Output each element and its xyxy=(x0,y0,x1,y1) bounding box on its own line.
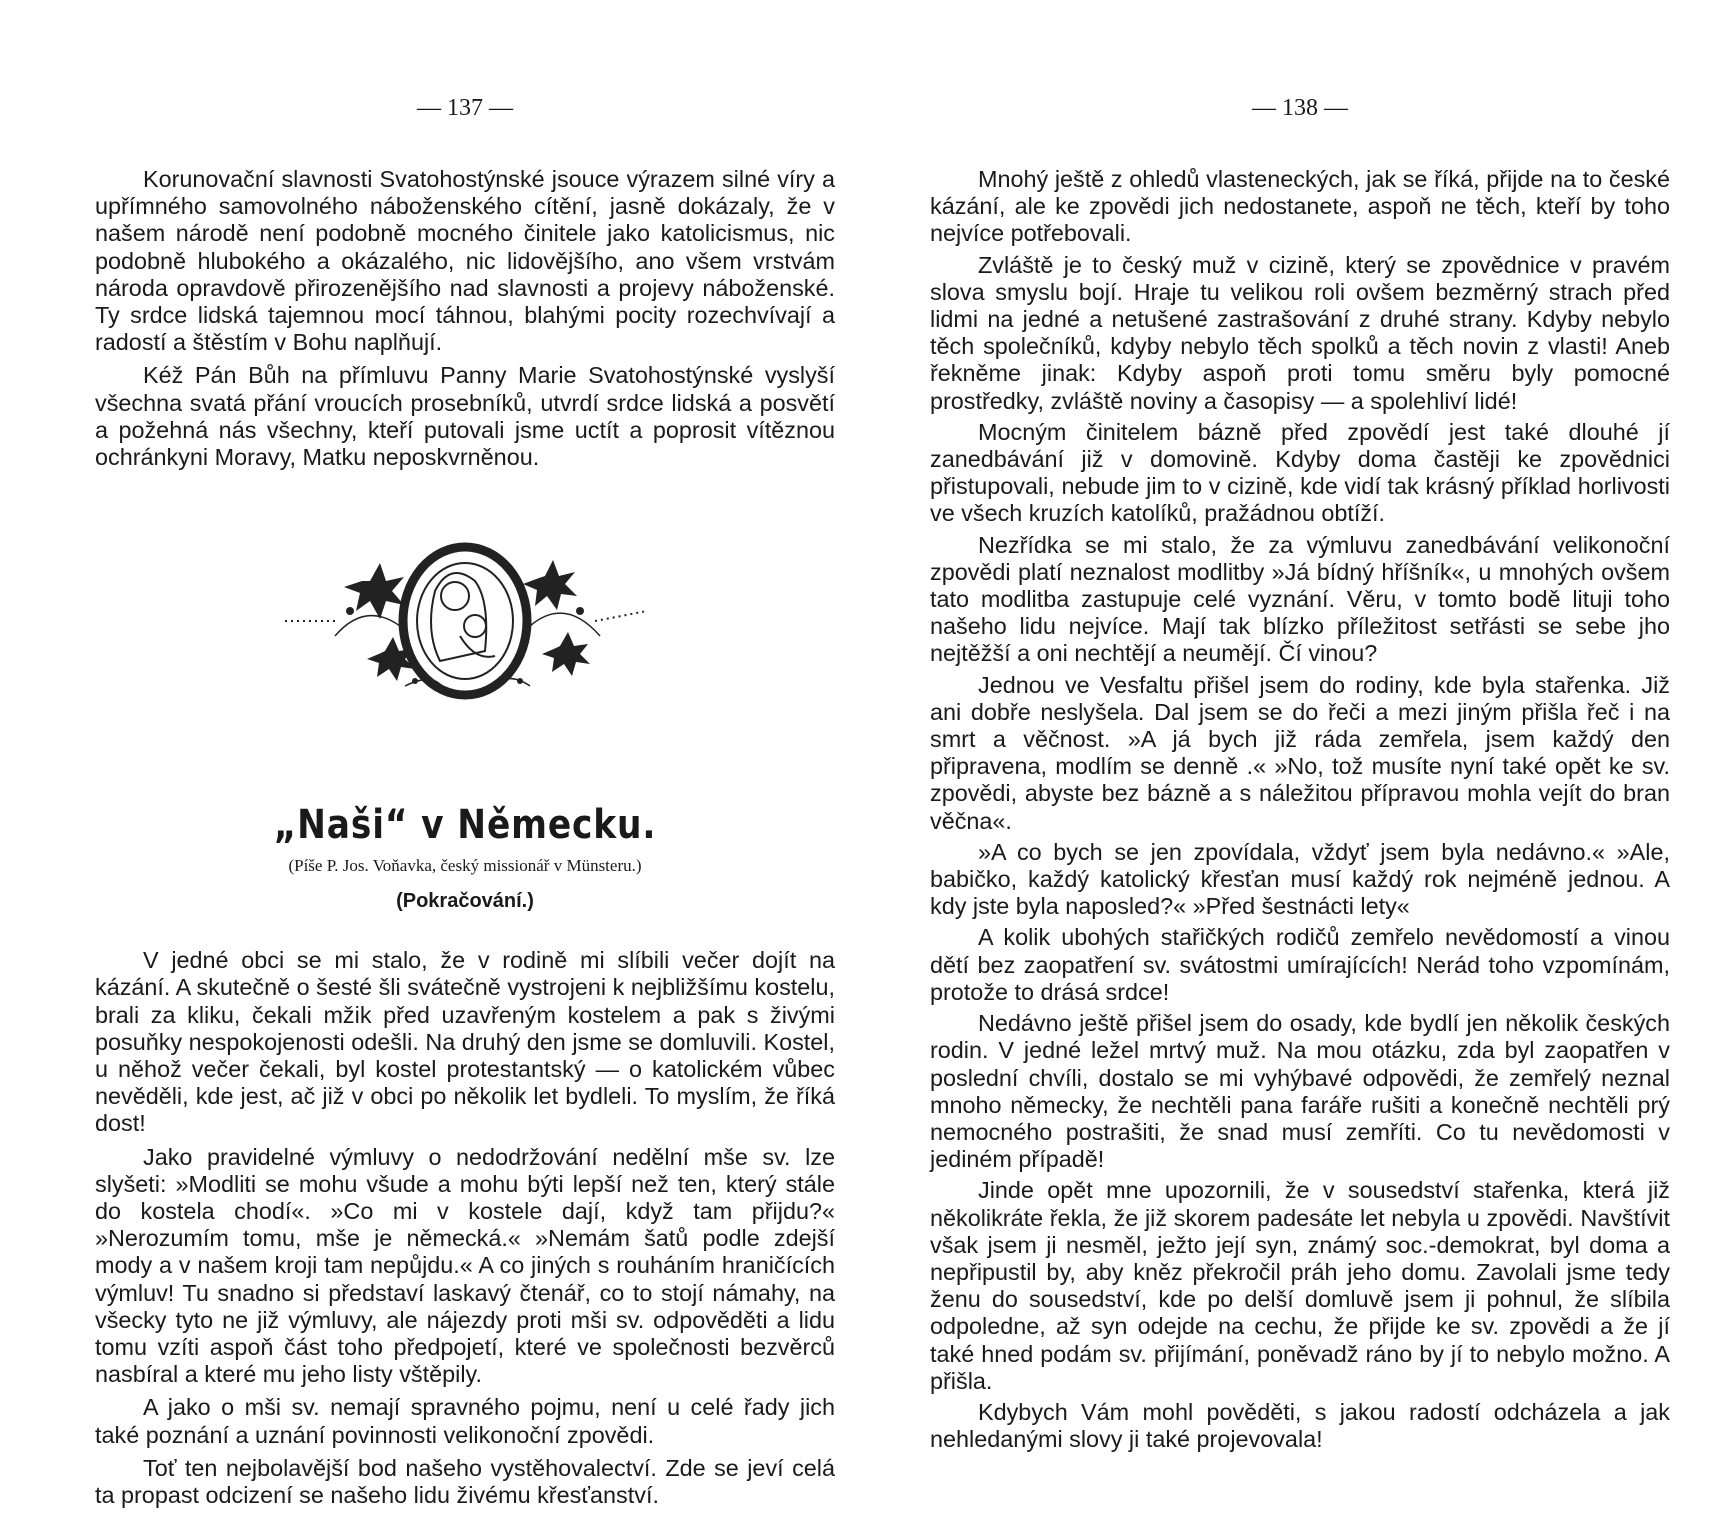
right-page xyxy=(930,0,1670,1457)
paragraph: Kdybych Vám mohl pověděti, s jakou radostí odcházela a jak nehledanými slovy ji také projevovala! xyxy=(930,1398,1670,1453)
paragraph: A kolik ubohých stařičkých rodičů zemřelo nevědomostí a vinou dětí bez zaopatření sv. svátostmi umírajících! Nerád toho vzpomínám, protože to drásá srdce! xyxy=(930,924,1670,1005)
paragraph: Kéž Pán Bůh na přímluvu Panny Marie Svatohostýnské vyslyší všechna svatá přání vroucích prosebníků, utvrdí srdce lidská a posvětí a požehná nás všechny, kteří putovali jsme uctít a poprosit vítěznou ochránkyni Moravy, Matku neposkvrněnou. xyxy=(95,362,835,471)
article-byline: (Píše P. Jos. Voňavka, český missionář v Münsteru.) xyxy=(288,856,642,876)
paragraph: V jedné obci se mi stalo, že v rodině mi slíbili večer dojít na kázání. A skutečně o šesté šli svátečně vystrojeni k nejbližšímu kostelu, brali za kliku, čekali mžik před uzavřeným kostelem a pak s živými posuňky nespokojenosti odešli. Na druhý den jsme se domluvili. Kostel, u něhož večer čekali, byl kostel protestantský — o katolickém vůbec nevěděli, kde jest, ač již v obci po několik let bydleli. To myslím, že říká dost! xyxy=(95,947,835,1137)
madonna-ornament-icon xyxy=(275,541,655,706)
paragraph: Zvláště je to český muž v cizině, který se zpovědnice v pravém slova smyslu bojí. Hraje tu velikou roli ovšem bezměrný strach před lidmi na jedné a netušené zastrašování z druhé strany. Kdyby nebylo těch společníků, kdyby nebylo těch spolků a těch novin z vlasti! Aneb řekněme jinak: Kdyby aspoň proti tomu směru byly pomocné prostředky, zvláště noviny a časopisy — a spolehliví lidé! xyxy=(930,251,1670,414)
paragraph: Mocným činitelem bázně před zpovědí jest také dlouhé jí zanedbávání již v domovině. Kdyby doma častěji ke zpovědnici přistupovali, nebude jim to v cizině, kde vidí tak krásný příklad horlivosti ve všech kruzích katolíků, pražádnou obtíží. xyxy=(930,418,1670,527)
paragraph: Jako pravidelné výmluvy o nedodržování nedělní mše sv. lze slyšeti: »Modliti se mohu všude a mohu býti lepší než ten, který stále do kostela chodí«. »Co mi v kostele dají, když tam přijdu?« »Nerozumím tomu, mše je německá.« »Nemám šatů podle zdejší mody a v našem kroji tam nepůjdu.« A co jiných s rouháním hraničících výmluv! Tu snadno si představí laskavý čtenář, co to stojí námahy, na všecky tyto ne již výmluvy, ale nájezdy proti mši sv. odpověděti a lidu tomu vzíti aspoň část toho předpojetí, které ve společnosti bezvěrců nasbíral a které mu jeho listy vštěpily. xyxy=(95,1143,835,1388)
continued-label: (Pokračování.) xyxy=(396,890,534,913)
paragraph: Toť ten nejbolavější bod našeho vystěhovalectví. Zde se jeví celá ta propast odcizení se našeho lidu živému křesťanství. xyxy=(95,1454,835,1509)
paragraph: A jako o mši sv. nemají spravného pojmu, není u celé řady jich také poznání a uznání povinnosti velikonoční zpovědi. xyxy=(95,1394,835,1448)
paragraph: Nedávno ještě přišel jsem do osady, kde bydlí jen několik českých rodin. V jedné ležel mrtvý muž. Na mou otázku, zda byl zaopatřen v poslední chvíli, dostalo se mi vyhýbavé odpovědi, že zemřelý neznal mnoho německy, že nechtěli pana faráře rušiti a konečně nechtěli prý nemocného postrašiti, že snad musí zemříti. Co tu nevědomosti v jediném případě! xyxy=(930,1010,1670,1173)
article-title: „Naši“ v Německu. xyxy=(273,802,657,849)
paragraph: Mnohý ještě z ohledů vlasteneckých, jak se říká, přijde na to české kázání, ale ke zpovědi jich nedostanete, aspoň ne těch, kteří by toho nejvíce potřebovali. xyxy=(930,166,1670,247)
paragraph: Jednou ve Vesfaltu přišel jsem do rodiny, kde byla stařenka. Již ani dobře neslyšela. Dal jsem se do řeči a mezi jiným přišla řeč i na smrt a věčnost. »A já bych již ráda zemřela, jsem každý den připravena, modlím se denně .« »No, tož musíte nyní také opět ke sv. zpovědi, abyste bez bázně a s náležitou přípravou mohla vejít do bran věčna«. xyxy=(930,671,1670,834)
paragraph: Jinde opět mne upozornili, že v sousedství stařenka, která již několikráte řekla, že již skorem padesáte let nebyla u zpovědi. Navštívit však jsem ji nesměl, ježto její syn, známý soc.-demokrat, byl doma a nepřipustil by, aby kněz překročil práh jeho domu. Zavolali jsme tedy ženu do sousedství, kde po delší domluvě jsem ji pohnul, že slíbila odpoledne, až syn odejde na cechu, že přijde ke sv. zpovědi a že jí také hned podám sv. přijímání, poněvadž ráno by jí to nebylo možno. A přišla. xyxy=(930,1177,1670,1394)
paragraph: »A co bych se jen zpovídala, vždyť jsem byla nedávno.« »Ale, babičko, každý katolický křesťan musí každý rok nejméně jednou. A kdy jste byla naposled?« »Před šestnácti lety« xyxy=(930,838,1670,920)
page-number: — 137 — xyxy=(417,95,513,121)
left-page xyxy=(95,0,835,1515)
paragraph: Korunovační slavnosti Svatohostýnské jsouce výrazem silné víry a upřímného samovolného náboženského cítění, jasně dokázaly, že v našem národě není podobně mocného činitele jako katolicismus, nic podobně hlubokého a okázalého, nic lidovějšího, ano všem vrstvám národa opravdově přirozenějšího nad slavnosti a projevy náboženské. Ty srdce lidská tajemnou mocí táhnou, blahými pocity rozechvívají a radostí a štěstím v Bohu naplňují. xyxy=(95,166,835,356)
paragraph: Nezřídka se mi stalo, že za výmluvu zanedbávání velikonoční zpovědi platí neznalost modlitby »Já bídný hříšník«, u mnohých ovšem tato modlitba zastupuje celé vyznání. Věru, v tomto bodě lituji toho našeho lidu nejvíce. Mají tak blízko příležitost setřásti se sebe jho nejtěžší a oni nechtějí a neumějí. Čí vinou? xyxy=(930,531,1670,667)
page-number: — 138 — xyxy=(1252,95,1348,121)
